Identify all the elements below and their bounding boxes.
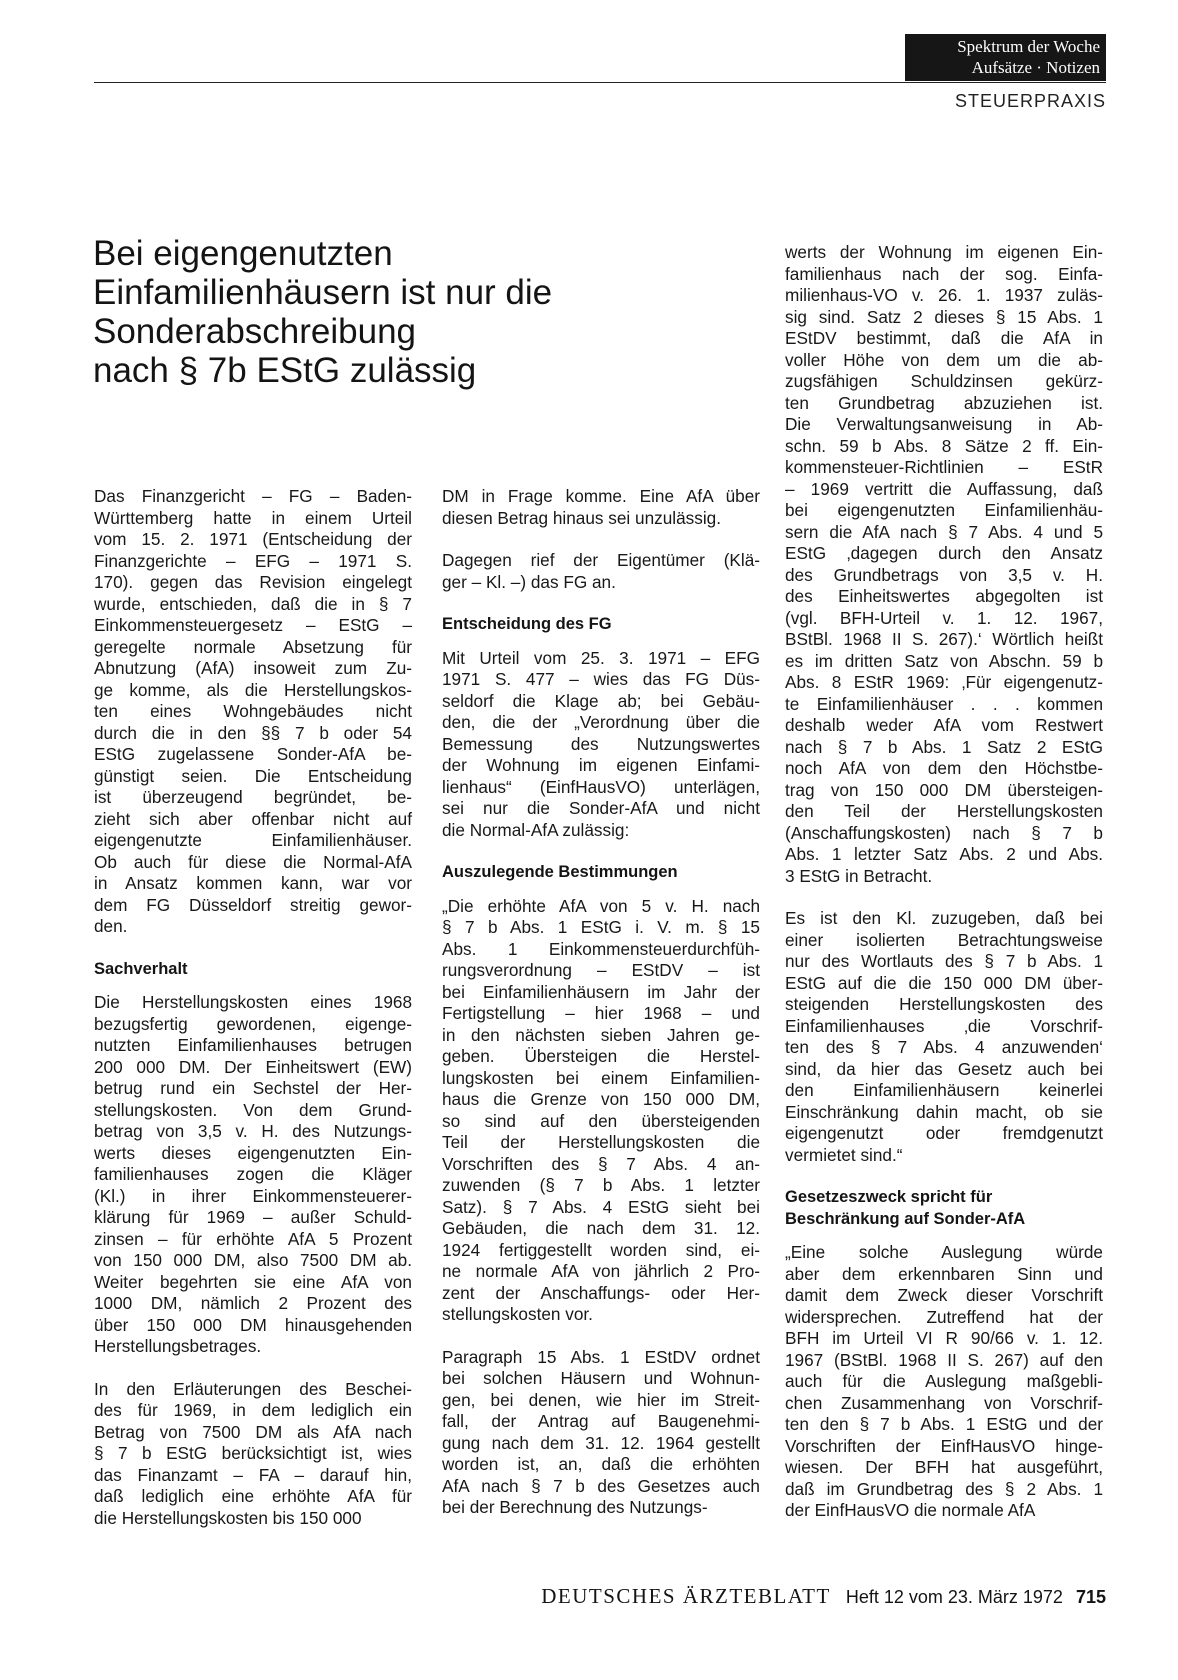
paragraph bbox=[94, 1379, 412, 1530]
page-footer bbox=[541, 1584, 1106, 1609]
text-line: lungskosten bei einem Einfamilien- bbox=[442, 1067, 760, 1088]
text-line: Einfamilienhauses ‚die Vorschrif- bbox=[785, 1015, 1103, 1036]
text-line: bei Einfamilienhäusern im Jahr der bbox=[442, 981, 760, 1002]
text-line: noch AfA von dem den Höchstbe- bbox=[785, 758, 1103, 778]
text-line: eigengenutzte Einfamilienhäuser. bbox=[94, 830, 412, 850]
text-line: betrag von 3,5 v. H. des Nutzungs- bbox=[94, 1121, 412, 1141]
subheading-line: Gesetzeszweck spricht für bbox=[785, 1188, 993, 1206]
text-line: eigengenutzt oder fremdgenutzt bbox=[785, 1123, 1103, 1143]
text-line: diesen Betrag hinaus sei unzulässig. bbox=[442, 507, 721, 528]
text-line: in Ansatz kommen kann, war vor bbox=[94, 873, 412, 893]
text-line: ge komme, als die Herstellungskos- bbox=[94, 679, 412, 700]
text-line: Es ist den Kl. zuzugeben, daß bei bbox=[785, 908, 1103, 928]
text-line: nutzten Einfamilienhauses betrugen bbox=[94, 1035, 412, 1055]
text-line: Mit Urteil vom 25. 3. 1971 – EFG bbox=[442, 647, 760, 668]
text-line: über 150 000 DM hinausgehenden bbox=[94, 1314, 412, 1335]
text-line: betrug rund ein Sechstel der Her- bbox=[94, 1078, 412, 1098]
text-line: ten eines Wohngebäudes nicht bbox=[94, 701, 412, 721]
text-line: bei eigengenutzten Einfamilienhäu- bbox=[785, 500, 1103, 520]
text-line: sern die AfA nach § 7 Abs. 4 und 5 bbox=[785, 521, 1103, 542]
text-line: Die Verwaltungsanweisung in Ab- bbox=[785, 414, 1103, 434]
text-line: Betrag von 7500 DM als AfA nach bbox=[94, 1421, 412, 1442]
text-line: BStBl. 1968 II S. 267).‘ Wörtlich heißt bbox=[785, 629, 1103, 649]
text-line: gung nach dem 31. 12. 1964 gestellt bbox=[442, 1432, 760, 1453]
text-line: Gebäuden, die nach dem 31. 12. bbox=[442, 1218, 760, 1238]
text-line: Abs. 1 Einkommensteuerdurchfüh- bbox=[442, 938, 760, 959]
text-line: te Einfamilienhäuser . . . kommen bbox=[785, 693, 1103, 714]
text-line: rungsverordnung – EStDV – ist bbox=[442, 960, 760, 980]
text-line: fall, der Antrag auf Baugenehmi- bbox=[442, 1411, 760, 1431]
text-line: des für 1969, in dem lediglich ein bbox=[94, 1400, 412, 1420]
text-line: den Teil der Herstellungskosten bbox=[785, 801, 1103, 821]
text-line: zuwenden (§ 7 b Abs. 1 letzter bbox=[442, 1175, 760, 1195]
text-line: daß im Grundbetrag des § 2 Abs. 1 bbox=[785, 1478, 1103, 1499]
text-line: EStG ‚dagegen durch den Ansatz bbox=[785, 543, 1103, 563]
text-line: den. bbox=[94, 916, 128, 936]
text-line: EStG zugelassene Sonder-AfA be- bbox=[94, 744, 412, 764]
text-line: Einkommensteuergesetz – EStG – bbox=[94, 615, 412, 635]
text-line: zinsen – für erhöhte AfA 5 Prozent bbox=[94, 1228, 412, 1249]
text-line: ist überzeugend begründet, be- bbox=[94, 787, 412, 807]
section-label-box bbox=[905, 34, 1106, 81]
title-line: Einfamilienhäusern ist nur die bbox=[93, 273, 553, 312]
text-line: Dagegen rief der Eigentümer (Klä- bbox=[442, 550, 760, 570]
column-1 bbox=[94, 486, 412, 1550]
text-line: haus die Grenze von 150 000 DM, bbox=[442, 1089, 760, 1109]
text-line: Abs. 1 letzter Satz Abs. 2 und Abs. bbox=[785, 844, 1103, 864]
text-line: 1000 DM, nämlich 2 Prozent des bbox=[94, 1293, 412, 1313]
text-line: AfA nach § 7 b des Gesetzes auch bbox=[442, 1475, 760, 1496]
text-line: gen, bei denen, wie hier im Streit- bbox=[442, 1389, 760, 1410]
text-line: sind, da hier das Gesetz auch bei bbox=[785, 1058, 1103, 1079]
text-line: vermietet sind.“ bbox=[785, 1144, 903, 1165]
paragraph bbox=[442, 1347, 760, 1519]
text-line: seldorf die Klage ab; bei Gebäu- bbox=[442, 690, 760, 711]
text-line: des Grundbetrags von 3,5 v. H. bbox=[785, 564, 1103, 585]
text-line: Satz). § 7 Abs. 4 EStG sieht bei bbox=[442, 1196, 760, 1217]
text-line: ten des § 7 Abs. 4 anzuwenden‘ bbox=[785, 1037, 1103, 1057]
text-line: Abs. 8 EStR 1969: ‚Für eigengenutz- bbox=[785, 672, 1103, 692]
text-line: ten den § 7 b Abs. 1 EStG und der bbox=[785, 1414, 1103, 1434]
title-line: Bei eigengenutzten bbox=[93, 234, 393, 273]
text-line: 1971 S. 477 – wies das FG Düs- bbox=[442, 669, 760, 689]
text-line: dem FG Düsseldorf streitig gewor- bbox=[94, 894, 412, 915]
text-line: daß lediglich eine erhöhte AfA für bbox=[94, 1486, 412, 1506]
text-line: einer isolierten Betrachtungsweise bbox=[785, 929, 1103, 950]
paragraph bbox=[94, 486, 412, 938]
text-line: es im dritten Satz von Abschn. 59 b bbox=[785, 650, 1103, 671]
section-label-line1: Spektrum der Woche bbox=[957, 37, 1100, 56]
text-line: (vgl. BFH-Urteil v. 1. 12. 1967, bbox=[785, 607, 1103, 628]
paragraph bbox=[442, 648, 760, 842]
text-line: die Herstellungskosten bis 150 000 bbox=[94, 1507, 362, 1528]
text-line: sei nur die Sonder-AfA und nicht bbox=[442, 798, 760, 818]
text-line: bei solchen Häusern und Wohnun- bbox=[442, 1368, 760, 1388]
text-line: Das Finanzgericht – FG – Baden- bbox=[94, 486, 412, 506]
paragraph bbox=[442, 550, 760, 593]
text-line: der EinfHausVO die normale AfA bbox=[785, 1500, 1036, 1520]
text-line: aber dem erkennbaren Sinn und bbox=[785, 1263, 1103, 1284]
text-line: § 7 b Abs. 1 EStG i. V. m. § 15 bbox=[442, 917, 760, 937]
subheading-entscheidung: Entscheidung des FG bbox=[442, 615, 612, 633]
text-line: stellungskosten. Von dem Grund- bbox=[94, 1099, 412, 1120]
text-line: ten Grundbetrag abzuziehen ist. bbox=[785, 392, 1103, 413]
text-line: lienhaus“ (EinfHausVO) unterlägen, bbox=[442, 776, 760, 797]
text-line: den Einfamilienhäusern keinerlei bbox=[785, 1080, 1103, 1100]
text-line: durch die in den §§ 7 b oder 54 bbox=[94, 722, 412, 743]
text-line: wurde, entschieden, daß die in § 7 bbox=[94, 593, 412, 614]
text-line: steigenden Herstellungskosten des bbox=[785, 994, 1103, 1014]
article-title bbox=[93, 234, 733, 390]
text-line: Finanzgerichte – EFG – 1971 S. bbox=[94, 550, 412, 571]
text-line: so sind auf den übersteigenden bbox=[442, 1110, 760, 1131]
text-line: werts der Wohnung im eigenen Ein- bbox=[785, 242, 1103, 262]
text-line: BFH im Urteil VI R 90/66 v. 1. 12. bbox=[785, 1328, 1103, 1348]
text-line: bei der Berechnung des Nutzungs- bbox=[442, 1497, 708, 1517]
section-label-line2: Aufsätze · Notizen bbox=[971, 58, 1100, 77]
text-line: voller Höhe von dem um die ab- bbox=[785, 349, 1103, 370]
paragraph bbox=[785, 1242, 1103, 1522]
text-line: geregelte normale Absetzung für bbox=[94, 636, 412, 657]
subheading-bestimmungen: Auszulegende Bestimmungen bbox=[442, 863, 678, 881]
text-line: familienhauses zogen die Kläger bbox=[94, 1164, 412, 1184]
text-line: 3 EStG in Betracht. bbox=[785, 865, 933, 886]
text-line: sig sind. Satz 2 dieses § 15 Abs. 1 bbox=[785, 306, 1103, 327]
text-line: Teil der Herstellungskosten die bbox=[442, 1132, 760, 1152]
text-line: „Die erhöhte AfA von 5 v. H. nach bbox=[442, 895, 760, 916]
text-line: nach § 7 b Abs. 1 Satz 2 EStG bbox=[785, 736, 1103, 757]
text-line: familienhaus nach der sog. Einfa- bbox=[785, 263, 1103, 284]
text-line: bezugsfertig gewordenen, eigenge- bbox=[94, 1013, 412, 1034]
header-rule bbox=[94, 82, 1106, 83]
text-line: 1924 fertiggestellt worden sind, ei- bbox=[442, 1239, 760, 1260]
text-line: Württemberg hatte in einem Urteil bbox=[94, 507, 412, 528]
paragraph bbox=[785, 242, 1103, 887]
text-line: vom 15. 2. 1971 (Entscheidung der bbox=[94, 529, 412, 549]
text-line: Fertigstellung – hier 1968 – und bbox=[442, 1003, 760, 1023]
subheading-sachverhalt: Sachverhalt bbox=[94, 959, 188, 978]
text-line: Vorschriften des § 7 Abs. 4 an- bbox=[442, 1153, 760, 1174]
text-line: zugsfähigen Schuldzinsen gekürz- bbox=[785, 371, 1103, 391]
page-number: 715 bbox=[1075, 1587, 1106, 1607]
text-line: nur des Wortlauts des § 7 b Abs. 1 bbox=[785, 951, 1103, 971]
text-line: zieht sich aber offenbar nicht auf bbox=[94, 808, 412, 829]
text-line: zent der Anschaffungs- oder Her- bbox=[442, 1282, 760, 1303]
text-line: des Einheitswertes abgegolten ist bbox=[785, 586, 1103, 606]
text-line: den, die der „Verordnung über die bbox=[442, 712, 760, 732]
text-line: EStG auf die die 150 000 DM über- bbox=[785, 972, 1103, 993]
text-line: günstigt seien. Die Entscheidung bbox=[94, 765, 412, 786]
text-line: deshalb weder AfA vom Restwert bbox=[785, 715, 1103, 735]
text-line: Bemessung des Nutzungswertes bbox=[442, 733, 760, 754]
title-line: nach § 7b EStG zulässig bbox=[93, 351, 477, 390]
text-line: widersprechen. Zutreffend hat der bbox=[785, 1306, 1103, 1327]
text-line: geben. Übersteigen die Herstel- bbox=[442, 1046, 760, 1066]
text-line: (Kl.) in ihrer Einkommensteuerer- bbox=[94, 1185, 412, 1206]
issue-info: Heft 12 vom 23. März 1972 bbox=[845, 1587, 1063, 1607]
text-line: EStDV bestimmt, daß die AfA in bbox=[785, 328, 1103, 348]
text-line: Die Herstellungskosten eines 1968 bbox=[94, 992, 412, 1012]
text-line: damit dem Zweck dieser Vorschrift bbox=[785, 1285, 1103, 1305]
paragraph bbox=[442, 896, 760, 1326]
text-line: 1967 (BStBl. 1968 II S. 267) auf den bbox=[785, 1349, 1103, 1370]
text-line: (Anschaffungskosten) nach § 7 b bbox=[785, 822, 1103, 843]
column-3 bbox=[785, 242, 1103, 1543]
text-line: das Finanzamt – FA – darauf hin, bbox=[94, 1464, 412, 1485]
text-line: Herstellungsbetrages. bbox=[94, 1336, 262, 1356]
subheading-line: Beschränkung auf Sonder-AfA bbox=[785, 1209, 1026, 1228]
text-line: In den Erläuterungen des Beschei- bbox=[94, 1378, 412, 1399]
text-line: wiesen. Der BFH hat ausgeführt, bbox=[785, 1457, 1103, 1477]
text-line: der Wohnung im eigenen Einfami- bbox=[442, 755, 760, 775]
journal-name: DEUTSCHES ÄRZTEBLATT bbox=[541, 1584, 831, 1608]
text-line: ger – Kl. –) das FG an. bbox=[442, 571, 616, 592]
kicker: STEUERPRAXIS bbox=[954, 91, 1106, 111]
text-line: klärung für 1969 – außer Schuld- bbox=[94, 1207, 412, 1227]
text-line: Abnutzung (AfA) insoweit zum Zu- bbox=[94, 658, 412, 678]
subheading-gesetzeszweck bbox=[785, 1187, 1103, 1230]
text-line: Paragraph 15 Abs. 1 EStDV ordnet bbox=[442, 1346, 760, 1367]
text-line: Einschränkung dahin macht, ob sie bbox=[785, 1101, 1103, 1122]
text-line: 200 000 DM. Der Einheitswert (EW) bbox=[94, 1056, 412, 1077]
text-line: – 1969 vertritt die Auffassung, daß bbox=[785, 478, 1103, 499]
text-line: ne normale AfA von jährlich 2 Pro- bbox=[442, 1261, 760, 1281]
text-line: „Eine solche Auslegung würde bbox=[785, 1242, 1103, 1262]
text-line: § 7 b EStG berücksichtigt ist, wies bbox=[94, 1443, 412, 1463]
text-line: 170). gegen das Revision eingelegt bbox=[94, 572, 412, 592]
column-2 bbox=[442, 486, 760, 1540]
paragraph bbox=[442, 486, 760, 529]
text-line: in den nächsten sieben Jahren ge- bbox=[442, 1024, 760, 1045]
text-line: die Normal-AfA zulässig: bbox=[442, 819, 630, 840]
text-line: stellungskosten vor. bbox=[442, 1304, 593, 1324]
text-line: von 150 000 DM, also 7500 DM ab. bbox=[94, 1250, 412, 1270]
text-line: Ob auch für diese die Normal-AfA bbox=[94, 851, 412, 872]
paragraph bbox=[785, 908, 1103, 1166]
text-line: worden ist, an, daß die erhöhten bbox=[442, 1454, 760, 1474]
text-line: schn. 59 b Abs. 8 Sätze 2 ff. Ein- bbox=[785, 435, 1103, 456]
text-line: chen Zusammenhang von Vorschrif- bbox=[785, 1392, 1103, 1413]
paragraph bbox=[94, 992, 412, 1358]
text-line: auch für die Auslegung maßgebli- bbox=[785, 1371, 1103, 1391]
title-line: Sonderabschreibung bbox=[93, 312, 417, 351]
text-line: kommensteuer-Richtlinien – EStR bbox=[785, 457, 1103, 477]
text-line: Weiter begehrten sie eine AfA von bbox=[94, 1271, 412, 1292]
text-line: Vorschriften der EinfHausVO hinge- bbox=[785, 1435, 1103, 1456]
text-line: trag von 150 000 DM übersteigen- bbox=[785, 779, 1103, 800]
text-line: DM in Frage komme. Eine AfA über bbox=[442, 486, 760, 506]
text-line: milienhaus-VO v. 26. 1. 1937 zuläs- bbox=[785, 285, 1103, 305]
text-line: werts dieses eigengenutzten Ein- bbox=[94, 1142, 412, 1163]
